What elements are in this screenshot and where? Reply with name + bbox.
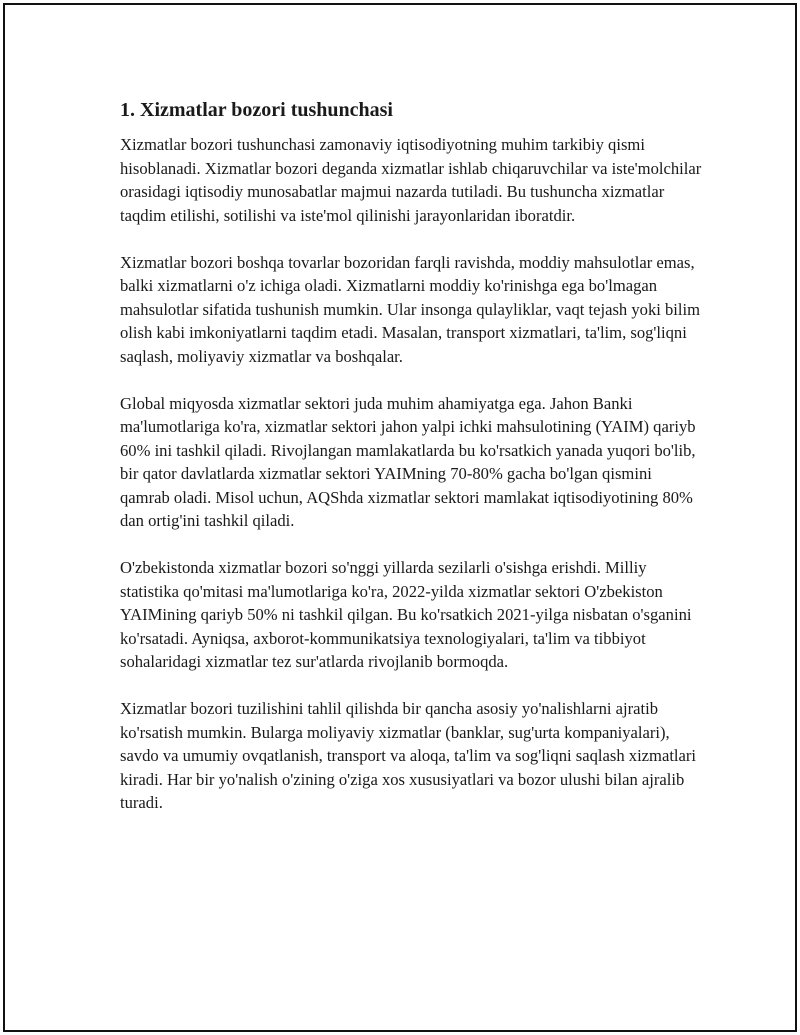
section-heading: 1. Xizmatlar bozori tushunchasi — [120, 99, 393, 121]
paragraph-3: Global miqyosda xizmatlar sektori juda muhim ahamiyatga ega. Jahon Banki ma'lumotlariga ko'ra, xizmatlar sektori jahon yalpi ichki mahsulotining (YAIM) qariyb 60% ini tashkil qiladi. Rivojlangan mamlakatlarda bu ko'rsatkich yanada yuqori bo'lib, bir qator davlatlarda xizmatlar sektori YAIMning 70-80% gacha bo'lgan qismini qamrab oladi. Misol uchun, AQShda xizmatlar sektori mamlakat iqtisodiyotining 80% dan ortig'ini tashkil qiladi. — [120, 393, 696, 530]
document-body — [120, 97, 705, 838]
paragraph-5: Xizmatlar bozori tuzilishini tahlil qilishda bir qancha asosiy yo'nalishlarni ajratib ko'rsatish mumkin. Bularga moliyaviy xizmatlar (banklar, sug'urta kompaniyalari), savdo va umumiy ovqatlanish, transport va aloqa, ta'lim va sog'liqni saqlash xizmatlari kiradi. Har bir yo'nalish o'zining o'ziga xos xususiyatlari va bozor ulushi bilan ajralib turadi. — [120, 699, 697, 812]
paragraph-4: O'zbekistonda xizmatlar bozori so'nggi yillarda sezilarli o'sishga erishdi. Milliy statistika qo'mitasi ma'lumotlariga ko'ra, 2022-yilda xizmatlar sektori O'zbekiston YAIMining qariyb 50% ni tashkil qilgan. Bu ko'rsatkich 2021-yilga nisbatan o'sganini ko'rsatadi. Ayniqsa, axborot-kommunikatsiya texnologiyalari, ta'lim va tibbiyot sohalaridagi xizmatlar tez sur'atlarda rivojlanib bormoqda. — [120, 558, 692, 671]
document-page — [3, 3, 797, 1032]
paragraph-2: Xizmatlar bozori boshqa tovarlar bozoridan farqli ravishda, moddiy mahsulotlar emas, balki xizmatlarni o'z ichiga oladi. Xizmatlarni moddiy ko'rinishga ega bo'lmagan mahsulotlar sifatida tushunish mumkin. Ular insonga qulayliklar, vaqt tejash yoki bilim olish kabi imkoniyatlarni taqdim etadi. Masalan, transport xizmatlari, ta'lim, sog'liqni saqlash, moliyaviy xizmatlar va boshqalar. — [120, 252, 701, 366]
paragraph-1: Xizmatlar bozori tushunchasi zamonaviy iqtisodiyotning muhim tarkibiy qismi hisoblanadi. Xizmatlar bozori deganda xizmatlar ishlab chiqaruvchilar va iste'molchilar orasidagi iqtisodiy munosabatlar majmui nazarda tutiladi. Bu tushuncha xizmatlar taqdim etilishi, sotilishi va iste'mol qilinishi jarayonlaridan iboratdir. — [120, 135, 702, 225]
